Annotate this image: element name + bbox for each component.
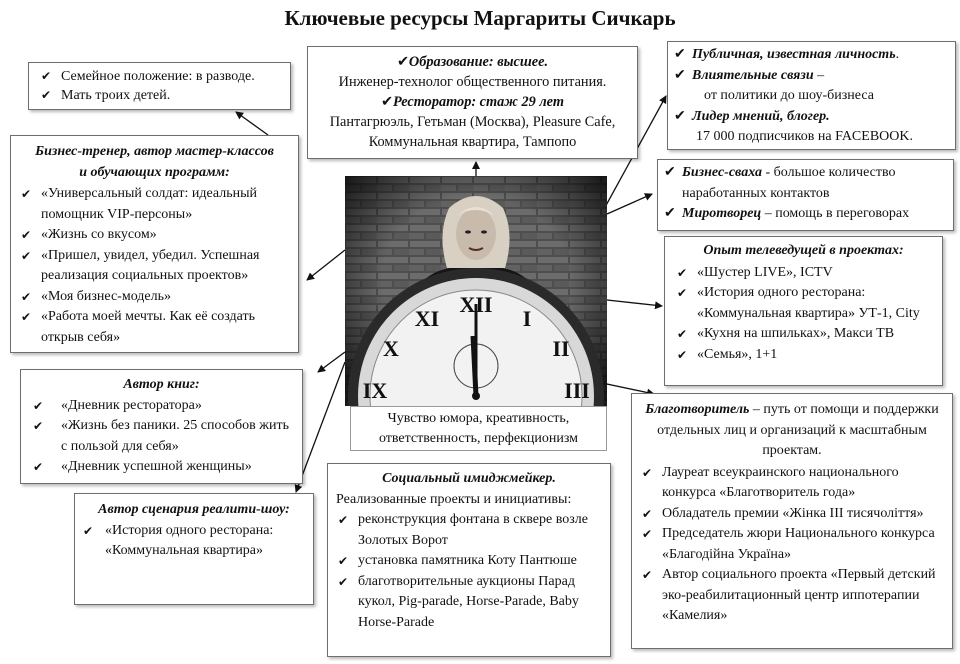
restaurateur-label: Ресторатор: стаж 29 лет [393,94,564,110]
charity-box [631,393,953,649]
education-label: Образование: высшее. [408,54,549,70]
svg-text:I: I [522,306,532,331]
list-item: ✔ «Кухня на шпильках», Макси ТВ [675,324,932,345]
charity-label: Благотворитель [645,402,750,417]
list-item: ✔ реконструкция фонтана в сквере возле Золотых Ворот [336,510,602,551]
arrow-books [318,352,345,372]
family-box [28,62,291,110]
svg-text:III: III [564,378,590,403]
public-box: ✔ Публичная, известная личность. ✔ Влиятельные связи – от политики до шоу-бизнеса ✔ Лидер мнений, блогер. 17 000 подписчиков на FACEBOOK. [667,41,956,150]
influence-text: от политики до шоу-бизнеса [704,88,874,103]
list-item: ✔ Лауреат всеукраинского национального конкурса «Благотворитель года» [640,463,944,504]
list-item: ✔ «Семья», 1+1 [675,345,932,366]
list-item: ✔ «Жизнь без паники. 25 способов жить с пользой для себя» [27,416,296,457]
books-header: Автор книг: [123,377,200,392]
restaurants-line-1: Пантагрюэль, Гетьман (Москва), Pleasure Cafe, [329,114,616,130]
charity-intro: Благотворитель – путь от помощи и поддержки отдельных лиц и организаций к масштабным проектам. [645,402,939,458]
reality-header: Автор сценария реалити-шоу: [98,502,290,517]
tv-header: Опыт телеведущей в проектах: [703,243,904,258]
social-box [327,463,611,657]
list-item: ✔ Семейное положение: в разводе. [39,67,280,86]
education-box: ✔Образование: высшее. Инженер-технолог общественного питания. ✔Ресторатор: стаж 29 лет Пантагрюэль, Гетьман (Москва), Pleasure Cafe, Коммунальная квартира, Тампопо [307,46,638,159]
subscribers-text: 17 000 подписчиков на FACEBOOK. [696,129,913,144]
contacts-text: наработанных контактов [682,185,830,201]
education-text: Инженер-технолог общественного питания. [338,74,607,90]
list-item: ✔ «Универсальный солдат: идеальный помощник VIP-персоны» [19,184,290,225]
blogger-label: Лидер мнений, блогер. [692,108,830,124]
peacemaker-label: Миротворец [682,206,762,221]
trainer-header: Бизнес-тренер, автор мастер-классов и обучающих программ: [35,144,274,180]
qualities-line-2: ответственность, перфекционизм [378,431,579,446]
list-item: ✔ Мать троих детей. [39,86,280,105]
list-item: ✔ «Дневник успешной женщины» [27,457,296,478]
list-item: ✔ Автор социального проекта «Первый детский эко-реабилитационный центр иппотерапии «Камелия» [640,565,944,627]
list-item: ✔ «Работа моей мечты. Как её создать открыв себя» [19,307,290,348]
social-subheader: Реализованные проекты и инициативы: [336,491,572,507]
arrow-family [236,112,268,135]
public-person-label: Публичная, известная личность [692,47,896,62]
list-item: ✔ «Дневник ресторатора» [27,396,296,417]
social-header: Социальный имиджмейкер. [382,471,556,486]
list-item: ✔ установка памятника Коту Пантюше [336,551,602,572]
list-item: ✔ благотворительные аукционы Парад кукол, Pig-parade, Horse-Parade, Baby Horse-Parade [336,572,602,634]
svg-text:X: X [383,336,399,361]
list-item: ✔ «Моя бизнес-модель» [19,287,290,308]
matchmaker-box: ✔ Бизнес-сваха - большое количество наработанных контактов ✔ Миротворец – помощь в переговорах [657,159,954,231]
restaurants-line-2: Коммунальная квартира, Тампопо [368,134,577,150]
list-item: ✔ «Шустер LIVE», ICTV [675,263,932,284]
arrow-trainer [307,250,345,280]
list-item: ✔ «Жизнь со вкусом» [19,225,290,246]
reality-box [74,493,314,605]
books-box [20,369,303,484]
arrow-tv [607,300,662,306]
list-item: ✔ Председатель жюри Национального конкурса «Благодійна Україна» [640,524,944,565]
qualities-box [350,406,607,451]
list-item: ✔ «История одного ресторана: «Коммунальная квартира» [81,521,307,562]
svg-text:XII: XII [459,292,493,317]
matchmaker-label: Бизнес-сваха [682,165,763,180]
portrait-photo [345,176,607,406]
svg-text:II: II [552,336,570,361]
tv-box [664,236,943,386]
page-title: Ключевые ресурсы Маргариты Сичкарь [284,6,676,30]
list-item: ✔ Обладатель премии «Жінка ІІІ тисячоліття» [640,504,944,525]
arrow-matchmaker [607,194,652,214]
qualities-line-1: Чувство юмора, креативность, [387,411,570,426]
list-item: ✔ «Пришел, увидел, убедил. Успешная реализация социальных проектов» [19,246,290,287]
svg-text:IX: IX [362,378,388,403]
influence-label: Влиятельные связи [692,67,814,83]
list-item: ✔ «История одного ресторана: «Коммунальная квартира» УТ-1, City [675,283,932,324]
trainer-box [10,135,299,353]
svg-text:XI: XI [414,306,440,331]
